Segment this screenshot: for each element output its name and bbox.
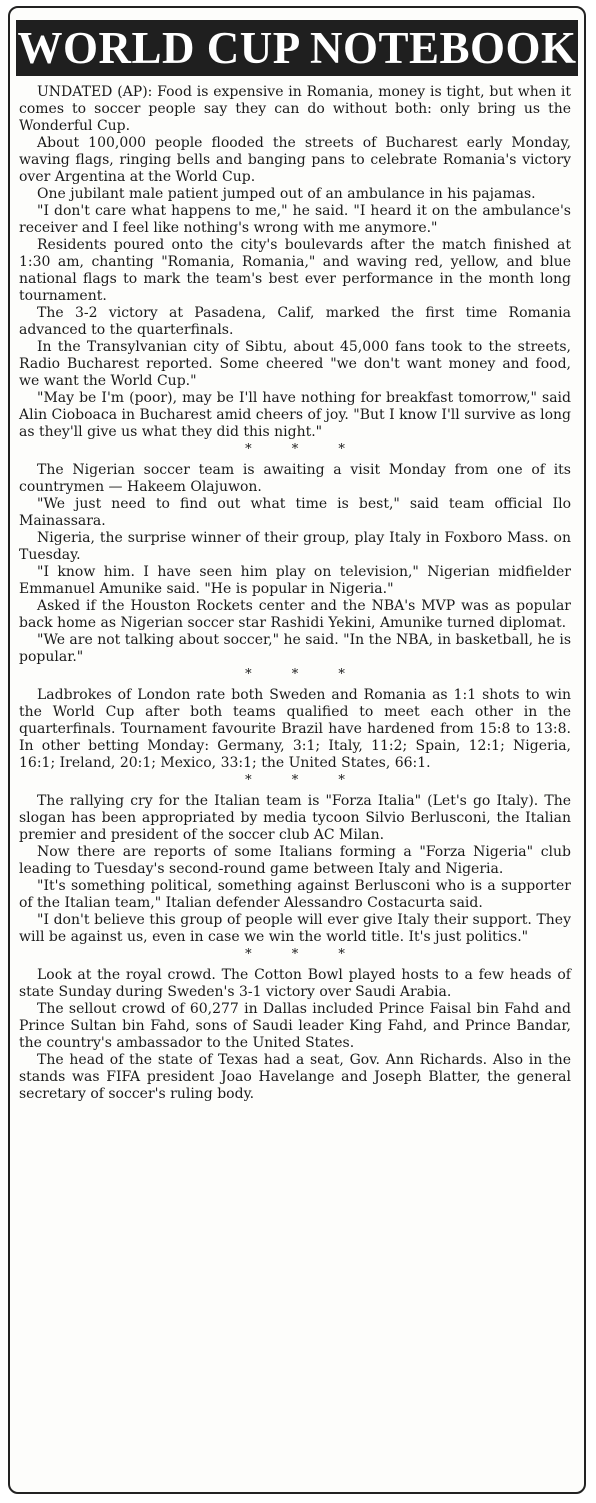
article-paragraph: "It's something political, something against Berlusconi who is a supporter of the Italian team," Italian defender Alessandro Costacurta said.	[19, 878, 571, 911]
section-separator: * * *	[245, 442, 363, 457]
article-paragraph: The head of the state of Texas had a seat, Gov. Ann Richards. Also in the stands was FIFA president Joao Havelange and Joseph Blatter, the general secretary of soccer's ruling body.	[19, 1052, 571, 1102]
article-section	[19, 84, 571, 441]
article-paragraph: Look at the royal crowd. The Cotton Bowl played hosts to a few heads of state Sunday during Sweden's 3-1 victory over Saudi Arabia.	[19, 967, 571, 1000]
article-paragraph: "May be I'm (poor), may be I'll have nothing for breakfast tomorrow," said Alin Cioboaca in Bucharest amid cheers of joy. "But I know I'll survive as long as they'll give us what they did this night."	[19, 390, 572, 440]
article-paragraph: The sellout crowd of 60,277 in Dallas included Prince Faisal bin Fahd and Prince Sultan bin Fahd, sons of Saudi leader King Fahd, and Prince Bandar, the country's ambassador to the United States.	[19, 1001, 571, 1051]
article-paragraph: "We are not talking about soccer," he said. "In the NBA, in basketball, he is popular."	[19, 632, 571, 665]
article-section	[19, 967, 571, 1103]
article-body	[19, 80, 571, 1103]
article-section	[19, 462, 571, 666]
article-paragraph: "I don't believe this group of people will ever give Italy their support. They will be against us, even in case we win the world title. It's just politics."	[19, 912, 571, 945]
article-paragraph: "I don't care what happens to me," he said. "I heard it on the ambulance's receiver and I feel like nothing's wrong with me anymore."	[19, 203, 571, 236]
article-paragraph: Asked if the Houston Rockets center and the NBA's MVP was as popular back home as Nigerian soccer star Rashidi Yekini, Amunike turned diplomat.	[19, 598, 571, 631]
article-paragraph: "We just need to find out what time is best," said team official Ilo Mainassara.	[19, 496, 571, 529]
section-separator: * * *	[245, 667, 363, 682]
section-separator: * * *	[245, 947, 363, 962]
article-paragraph: The Nigerian soccer team is awaiting a visit Monday from one of its countrymen — Hakeem Olajuwon.	[19, 462, 571, 495]
section-separator: * * *	[245, 773, 363, 788]
article-paragraph: Now there are reports of some Italians forming a "Forza Nigeria" club leading to Tuesday's second-round game between Italy and Nigeria.	[19, 844, 571, 877]
article-paragraph: The 3-2 victory at Pasadena, Calif, marked the first time Romania advanced to the quarterfinals.	[19, 305, 571, 338]
article-paragraph: Nigeria, the surprise winner of their group, play Italy in Foxboro Mass. on Tuesday.	[19, 530, 571, 563]
article-paragraph: In the Transylvanian city of Sibtu, about 45,000 fans took to the streets, Radio Bucharest reported. Some cheered "we don't want money and food, we want the World Cup."	[19, 339, 571, 389]
article-paragraph: The rallying cry for the Italian team is "Forza Italia" (Let's go Italy). The slogan has been appropriated by media tycoon Silvio Berlusconi, the Italian premier and president of the soccer club AC Milan.	[19, 793, 571, 843]
article-paragraph: Ladbrokes of London rate both Sweden and Romania as 1:1 shots to win the World Cup after both teams qualified to meet each other in the quarterfinals. Tournament favourite Brazil have hardened from 15:8 to 13:8. In other betting Monday: Germany, 3:1; Italy, 11:2; Spain, 12:1; Nigeria, 16:1; Ireland, 20:1; Mexico, 33:1; the United States, 66:1.	[19, 687, 571, 771]
article-paragraph: "I know him. I have seen him play on television," Nigerian midfielder Emmanuel Amunike said. "He is popular in Nigeria."	[19, 564, 571, 597]
article-section	[19, 793, 571, 946]
article-paragraph: About 100,000 people flooded the streets of Bucharest early Monday, waving flags, ringing bells and banging pans to celebrate Romania's victory over Argentina at the World Cup.	[19, 135, 571, 185]
article-paragraph: Residents poured onto the city's boulevards after the match finished at 1:30 am, chanting "Romania, Romania," and waving red, yellow, and blue national flags to mark the team's best ever performance in the month long tournament.	[19, 237, 571, 304]
article-section	[19, 687, 571, 772]
article-paragraph: One jubilant male patient jumped out of an ambulance in his pajamas.	[37, 186, 536, 202]
article-paragraph: UNDATED (AP): Food is expensive in Romania, money is tight, but when it comes to soccer people say they can do without both: only bring us the Wonderful Cup.	[19, 84, 571, 134]
page-title: WORLD CUP NOTEBOOK	[16, 20, 578, 76]
